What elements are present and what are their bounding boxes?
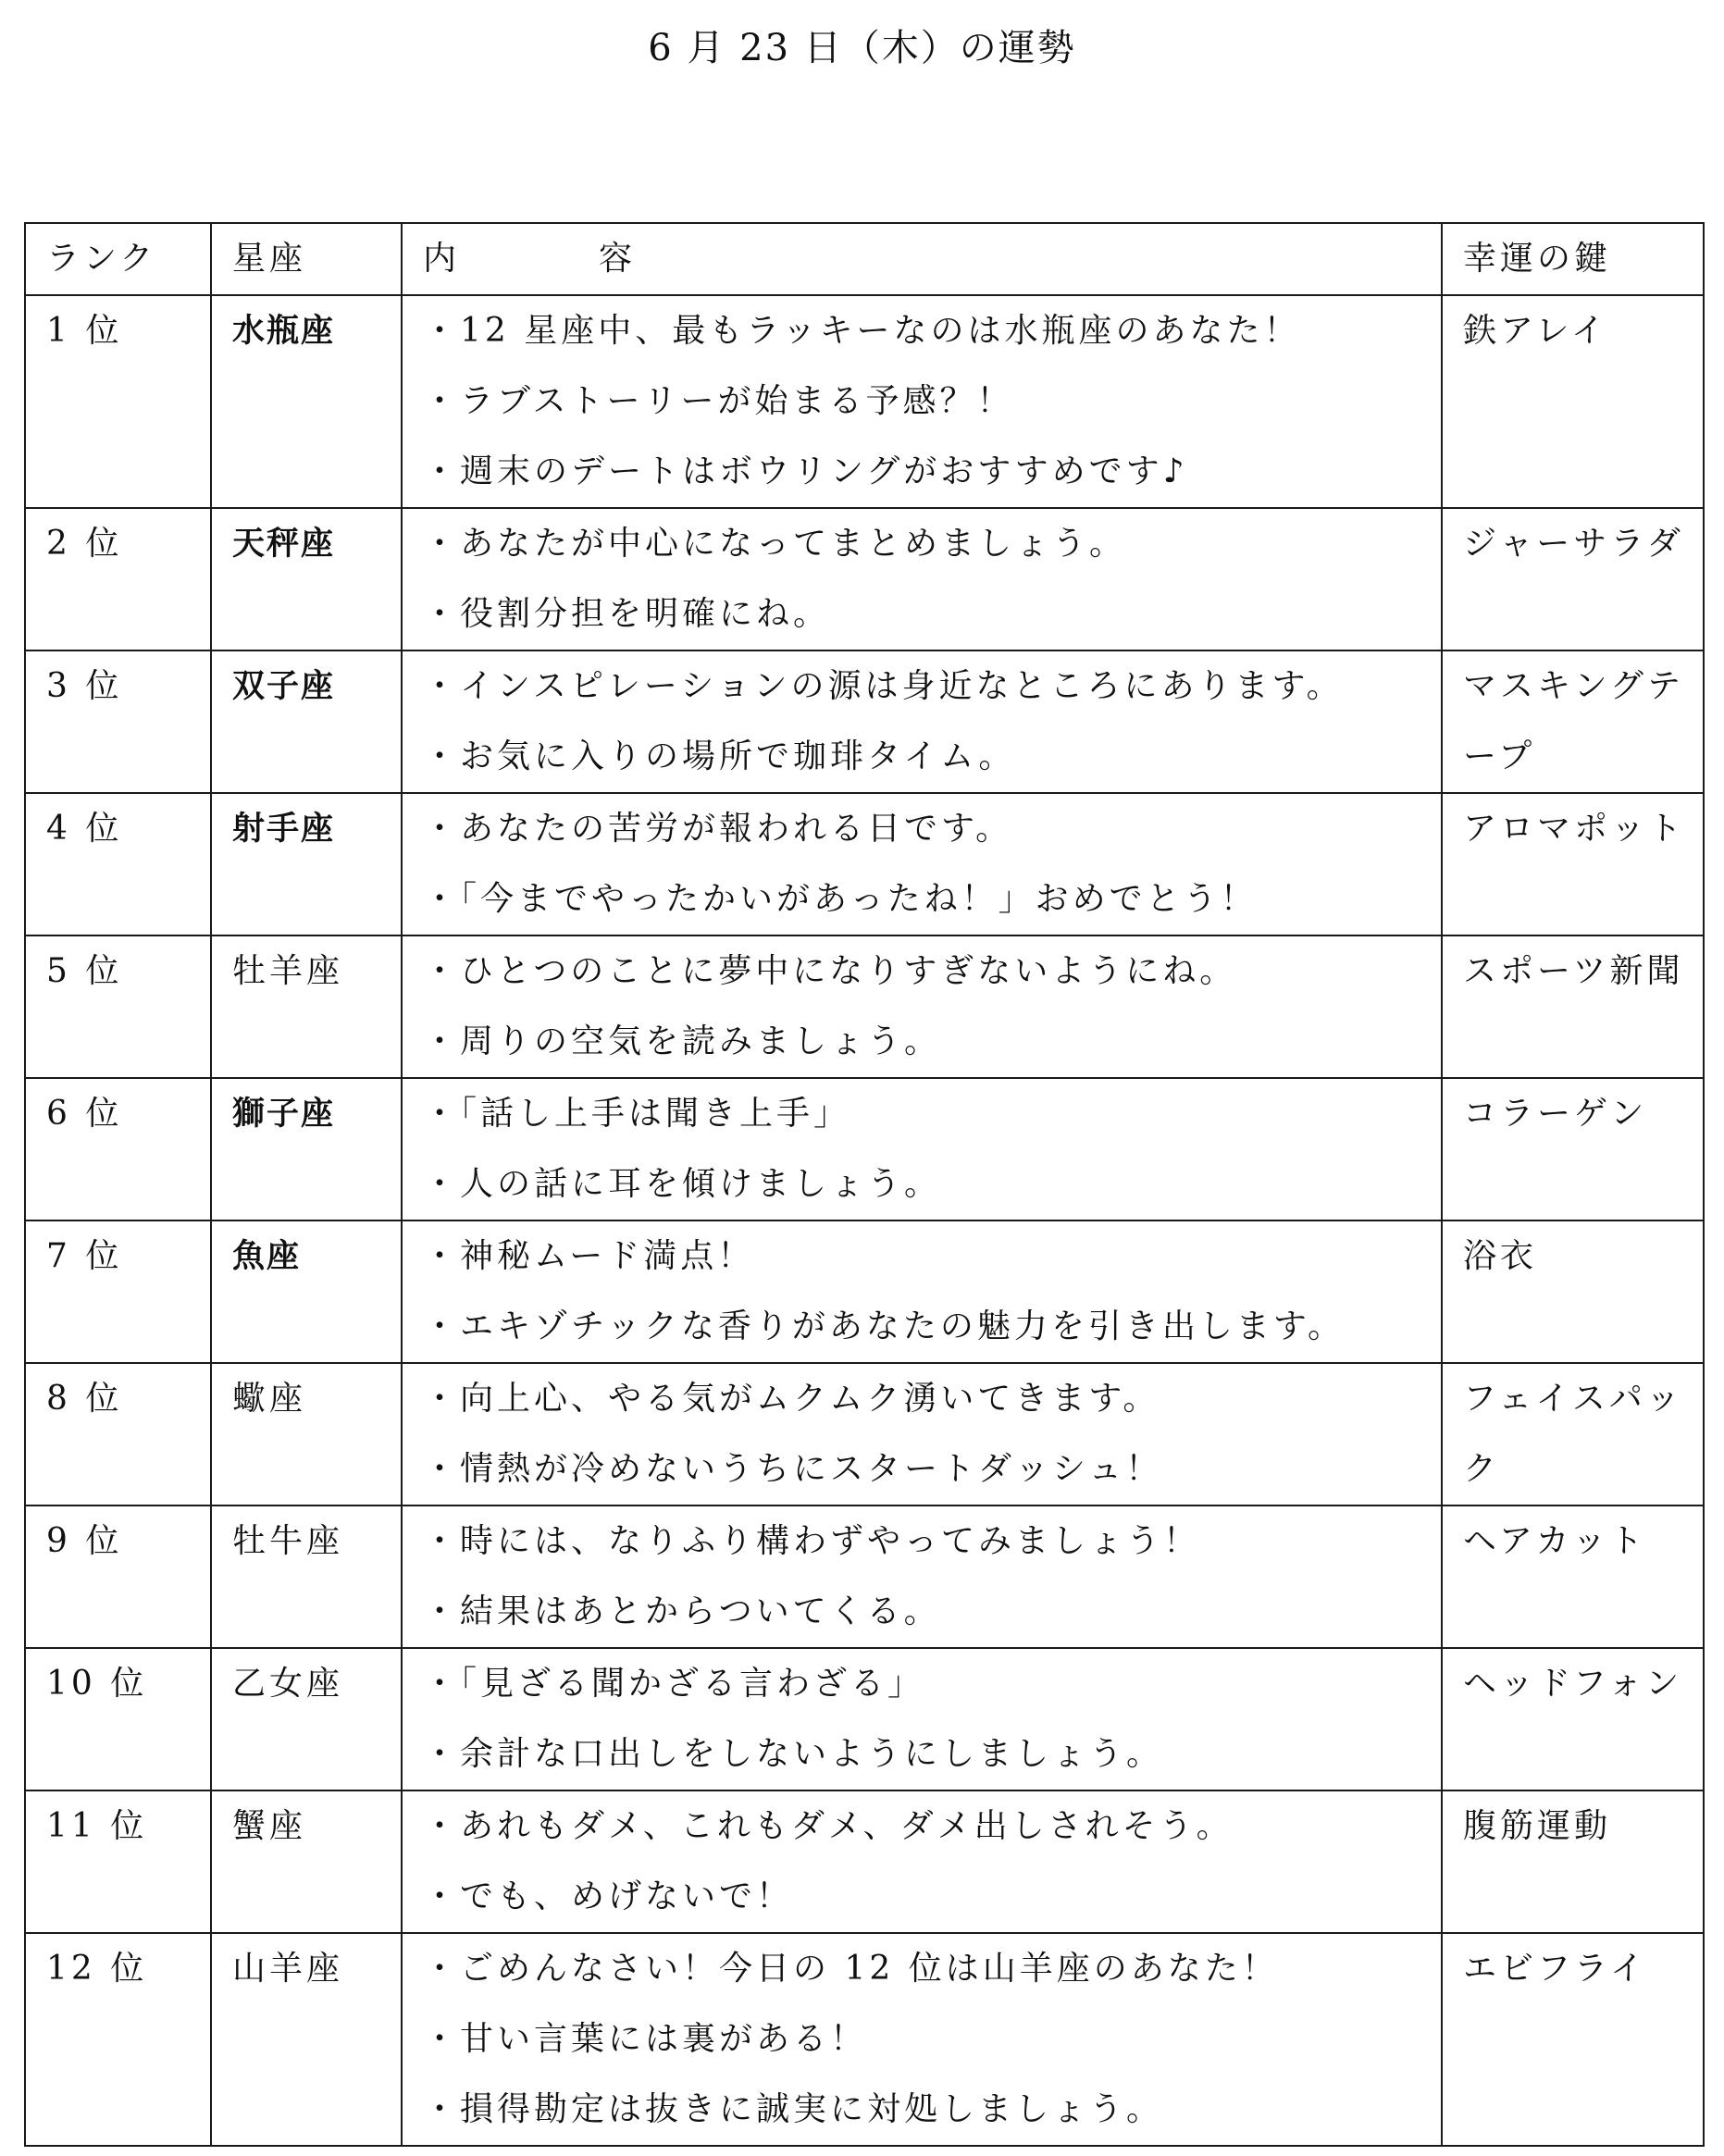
lucky-key-cell: マスキングテープ <box>1442 651 1704 793</box>
content-cell <box>402 1220 1442 1363</box>
table-row <box>25 793 1704 936</box>
content-line: ・時には、なりふり構わずやってみましょう！ <box>423 1522 1201 1560</box>
content-line: ・周りの空気を読みましょう。 <box>423 1022 942 1060</box>
content-line: ・損得勘定は抜きに誠実に対処しましょう。 <box>423 2090 1164 2128</box>
content-cell <box>402 295 1442 508</box>
content-cell <box>402 1505 1442 1648</box>
rank-cell: 7 位 <box>25 1220 211 1363</box>
fortune-table <box>24 222 1705 2147</box>
lucky-key-cell: 鉄アレイ <box>1442 295 1704 508</box>
sign-cell: 蠍座 <box>211 1363 402 1505</box>
header-content-b: 容 <box>599 240 637 278</box>
lucky-key-cell: ヘッドフォン <box>1442 1648 1704 1790</box>
header-rank: ランク <box>25 223 211 295</box>
content-line: ・あなたの苦労が報われる日です。 <box>423 810 1013 848</box>
sign-cell: 天秤座 <box>211 508 402 651</box>
sign-cell: 魚座 <box>211 1220 402 1363</box>
lucky-key-cell: フェイスパック <box>1442 1363 1704 1505</box>
rank-cell: 5 位 <box>25 936 211 1078</box>
content-line: ・あなたが中心になってまとめましょう。 <box>423 525 1127 563</box>
sign-cell: 乙女座 <box>211 1648 402 1790</box>
content-cell <box>402 793 1442 936</box>
table-row <box>25 295 1704 508</box>
content-line: ・向上心、やる気がムクムク湧いてきます。 <box>423 1380 1160 1418</box>
page-title: 6 月 23 日（木）の運勢 <box>648 27 1076 69</box>
content-line: ・神秘ムード満点！ <box>423 1237 755 1275</box>
content-line: ・エキゾチックな香りがあなたの魅力を引き出します。 <box>423 1307 1346 1345</box>
content-line: ・でも、めげないで！ <box>423 1877 794 1915</box>
table-row <box>25 1933 1704 2146</box>
table-row <box>25 1648 1704 1790</box>
content-cell <box>402 1648 1442 1790</box>
content-line: ・情熱が冷めないうちにスタートダッシュ！ <box>423 1450 1163 1488</box>
table-row <box>25 1220 1704 1363</box>
header-sign: 星座 <box>211 223 402 295</box>
lucky-key-cell: エビフライ <box>1442 1933 1704 2146</box>
rank-cell: 6 位 <box>25 1078 211 1220</box>
sign-cell: 水瓶座 <box>211 295 402 508</box>
content-line: ・ラブストーリーが始まる予感？！ <box>423 382 1014 420</box>
table-row <box>25 1078 1704 1220</box>
content-line: ・「今までやったかいがあったね！」おめでとう！ <box>423 880 1258 918</box>
rank-cell: 1 位 <box>25 295 211 508</box>
rank-cell: 4 位 <box>25 793 211 936</box>
content-cell <box>402 651 1442 793</box>
table-row <box>25 1790 1704 1933</box>
content-line: ・週末のデートはボウリングがおすすめです♪ <box>423 452 1188 490</box>
table-row <box>25 1505 1704 1648</box>
sign-cell: 蟹座 <box>211 1790 402 1933</box>
content-line: ・ひとつのことに夢中になりすぎないようにね。 <box>423 952 1237 990</box>
sign-cell: 牡羊座 <box>211 936 402 1078</box>
sign-cell: 山羊座 <box>211 1933 402 2146</box>
rank-cell: 2 位 <box>25 508 211 651</box>
content-line: ・12 星座中、最もラッキーなのは水瓶座のあなた！ <box>423 312 1301 350</box>
content-line: ・「見ざる聞かざる言わざる」 <box>423 1665 925 1703</box>
content-cell <box>402 1078 1442 1220</box>
rank-cell: 9 位 <box>25 1505 211 1648</box>
rank-cell: 3 位 <box>25 651 211 793</box>
sign-cell: 牡牛座 <box>211 1505 402 1648</box>
table-header-row <box>25 223 1704 295</box>
content-line: ・人の話に耳を傾けましょう。 <box>423 1165 942 1203</box>
sign-cell: 双子座 <box>211 651 402 793</box>
content-line: ・インスピレーションの源は身近なところにあります。 <box>423 667 1344 705</box>
content-line: ・あれもダメ、これもダメ、ダメ出しされそう。 <box>423 1807 1234 1845</box>
content-line: ・余計な口出しをしないようにしましょう。 <box>423 1735 1164 1773</box>
content-cell <box>402 1933 1442 2146</box>
content-line: ・結果はあとからついてくる。 <box>423 1592 941 1630</box>
sign-cell: 射手座 <box>211 793 402 936</box>
content-line: ・役割分担を明確にね。 <box>423 595 831 633</box>
content-line: ・「話し上手は聞き上手」 <box>423 1095 851 1133</box>
lucky-key-cell: コラーゲン <box>1442 1078 1704 1220</box>
table-row <box>25 936 1704 1078</box>
rank-cell: 11 位 <box>25 1790 211 1933</box>
header-content-a: 内 <box>423 240 461 278</box>
header-lucky-key: 幸運の鍵 <box>1442 223 1704 295</box>
table-row <box>25 1363 1704 1505</box>
content-line: ・甘い言葉には裏がある！ <box>423 2020 868 2058</box>
content-cell <box>402 1790 1442 1933</box>
content-line: ・お気に入りの場所で珈琲タイム。 <box>423 737 1016 775</box>
lucky-key-cell: スポーツ新聞 <box>1442 936 1704 1078</box>
header-content <box>402 223 1442 295</box>
content-line: ・ごめんなさい！今日の 12 位は山羊座のあなた！ <box>423 1950 1279 1988</box>
lucky-key-cell: ジャーサラダ <box>1442 508 1704 651</box>
table-row <box>25 508 1704 651</box>
lucky-key-cell: 浴衣 <box>1442 1220 1704 1363</box>
sign-cell: 獅子座 <box>211 1078 402 1220</box>
table-row <box>25 651 1704 793</box>
lucky-key-cell: アロマポット <box>1442 793 1704 936</box>
rank-cell: 12 位 <box>25 1933 211 2146</box>
lucky-key-cell: 腹筋運動 <box>1442 1790 1704 1933</box>
content-cell <box>402 508 1442 651</box>
lucky-key-cell: ヘアカット <box>1442 1505 1704 1648</box>
rank-cell: 8 位 <box>25 1363 211 1505</box>
rank-cell: 10 位 <box>25 1648 211 1790</box>
content-cell <box>402 1363 1442 1505</box>
content-cell <box>402 936 1442 1078</box>
